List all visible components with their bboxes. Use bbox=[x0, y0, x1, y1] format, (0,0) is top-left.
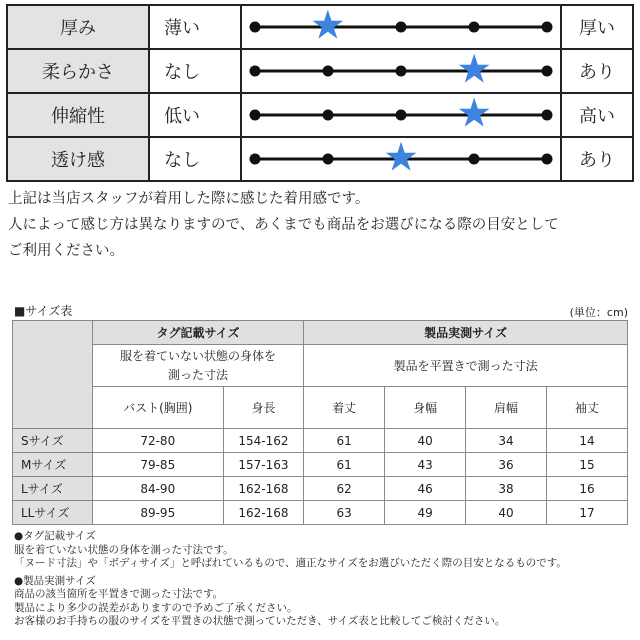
size-row bbox=[13, 477, 628, 501]
size-value-cell: 49 bbox=[385, 501, 466, 525]
foot-line: ●製品実測サイズ bbox=[14, 574, 96, 587]
feel-row bbox=[7, 49, 633, 93]
size-value-cell: 63 bbox=[304, 501, 385, 525]
size-value-cell: 62 bbox=[304, 477, 385, 501]
size-value-cell: 84-90 bbox=[92, 477, 223, 501]
scale-dot bbox=[542, 22, 553, 33]
col-shoulder: 肩幅 bbox=[466, 387, 547, 429]
feel-high-label: 厚い bbox=[561, 5, 633, 49]
col-length: 着丈 bbox=[304, 387, 385, 429]
feel-note bbox=[8, 186, 559, 264]
size-value-cell: 61 bbox=[304, 453, 385, 477]
feel-high-label: 高い bbox=[561, 93, 633, 137]
size-name-cell: Sサイズ bbox=[13, 429, 93, 453]
size-notes bbox=[14, 530, 567, 629]
feel-scale bbox=[241, 2, 561, 49]
scale-dot bbox=[322, 110, 333, 121]
feel-scale bbox=[241, 90, 561, 137]
foot-line: ●タグ記載サイズ bbox=[14, 530, 96, 542]
size-value-cell: 14 bbox=[547, 429, 628, 453]
col-bust: バスト(胸囲) bbox=[92, 387, 223, 429]
feel-low-label: 薄い bbox=[149, 5, 241, 49]
size-value-cell: 162-168 bbox=[223, 501, 303, 525]
scale-dot bbox=[469, 22, 480, 33]
col-height: 身長 bbox=[223, 387, 303, 429]
feel-scale bbox=[241, 46, 561, 93]
size-value-cell: 15 bbox=[547, 453, 628, 477]
feel-label: 透け感 bbox=[7, 137, 149, 181]
feel-label: 伸縮性 bbox=[7, 93, 149, 137]
foot-line: お客様のお手持ちの服のサイズを平置きの状態で測っていただき、サイズ表と比較してご検討ください。 bbox=[14, 615, 506, 627]
note-line: ご利用ください。 bbox=[8, 243, 124, 259]
size-value-cell: 36 bbox=[466, 453, 547, 477]
actual-size-desc: 製品を平置きで測った寸法 bbox=[304, 345, 628, 387]
size-value-cell: 61 bbox=[304, 429, 385, 453]
size-value-cell: 162-168 bbox=[223, 477, 303, 501]
star-icon: ★ bbox=[456, 90, 493, 137]
feel-scale bbox=[241, 134, 561, 181]
size-value-cell: 157-163 bbox=[223, 453, 303, 477]
size-value-cell: 17 bbox=[547, 501, 628, 525]
feel-high-label: あり bbox=[561, 137, 633, 181]
size-name-cell: Lサイズ bbox=[13, 477, 93, 501]
size-value-cell: 79-85 bbox=[92, 453, 223, 477]
size-row bbox=[13, 501, 628, 525]
feel-low-label: なし bbox=[149, 137, 241, 181]
scale-dot bbox=[396, 110, 407, 121]
size-value-cell: 72-80 bbox=[92, 429, 223, 453]
corner-cell bbox=[13, 321, 93, 429]
feel-row bbox=[7, 93, 633, 137]
actual-size-header: 製品実測サイズ bbox=[304, 321, 628, 345]
feel-low-label: なし bbox=[149, 49, 241, 93]
feel-row bbox=[7, 137, 633, 181]
size-value-cell: 43 bbox=[385, 453, 466, 477]
tag-size-desc: 服を着ていない状態の身体を測った寸法 bbox=[92, 345, 303, 387]
size-value-cell: 46 bbox=[385, 477, 466, 501]
size-row bbox=[13, 429, 628, 453]
size-value-cell: 40 bbox=[466, 501, 547, 525]
size-value-cell: 16 bbox=[547, 477, 628, 501]
star-icon: ★ bbox=[456, 46, 493, 93]
scale-dot bbox=[249, 154, 260, 165]
note-line: 人によって感じ方は異なりますので、あくまでも商品をお選びになる際の目安として bbox=[8, 217, 559, 233]
size-value-cell: 89-95 bbox=[92, 501, 223, 525]
foot-line: 「ヌード寸法」や「ボディサイズ」と呼ばれているもので、適正なサイズをお選びいただく際の目安となるものです。 bbox=[14, 557, 567, 569]
scale-dot bbox=[469, 154, 480, 165]
col-width: 身幅 bbox=[385, 387, 466, 429]
feel-label: 柔らかさ bbox=[7, 49, 149, 93]
scale-dot bbox=[322, 154, 333, 165]
scale-dot bbox=[322, 66, 333, 77]
size-value-cell: 40 bbox=[385, 429, 466, 453]
col-sleeve: 袖丈 bbox=[547, 387, 628, 429]
size-value-cell: 34 bbox=[466, 429, 547, 453]
size-value-cell: 38 bbox=[466, 477, 547, 501]
size-row bbox=[13, 453, 628, 477]
foot-line: 製品により多少の誤差がありますので予めご了承ください。 bbox=[14, 601, 298, 614]
size-name-cell: Mサイズ bbox=[13, 453, 93, 477]
unit-label: (単位：cm) bbox=[569, 306, 628, 319]
size-table-title: ■サイズ表 bbox=[14, 304, 73, 318]
scale-dot bbox=[249, 110, 260, 121]
scale-dot bbox=[542, 154, 553, 165]
scale-dot bbox=[396, 66, 407, 77]
tag-size-header: タグ記載サイズ bbox=[92, 321, 303, 345]
feel-high-label: あり bbox=[561, 49, 633, 93]
size-name-cell: LLサイズ bbox=[13, 501, 93, 525]
scale-dot bbox=[542, 66, 553, 77]
star-icon: ★ bbox=[383, 134, 419, 181]
scale-dot bbox=[249, 66, 260, 77]
scale-dot bbox=[396, 22, 407, 33]
feel-table bbox=[6, 4, 634, 182]
size-value-cell: 154-162 bbox=[223, 429, 303, 453]
scale-dot bbox=[249, 22, 260, 33]
note-line: 上記は当店スタッフが着用した際に感じた着用感です。 bbox=[8, 191, 370, 207]
size-table bbox=[12, 320, 628, 525]
star-icon: ★ bbox=[309, 2, 346, 49]
scale-dot bbox=[542, 110, 553, 121]
feel-row bbox=[7, 5, 633, 49]
foot-line: 商品の該当箇所を平置きで測った寸法です。 bbox=[14, 588, 224, 600]
foot-line: 服を着ていない状態の身体を測った寸法です。 bbox=[14, 543, 234, 556]
feel-label: 厚み bbox=[7, 5, 149, 49]
feel-low-label: 低い bbox=[149, 93, 241, 137]
